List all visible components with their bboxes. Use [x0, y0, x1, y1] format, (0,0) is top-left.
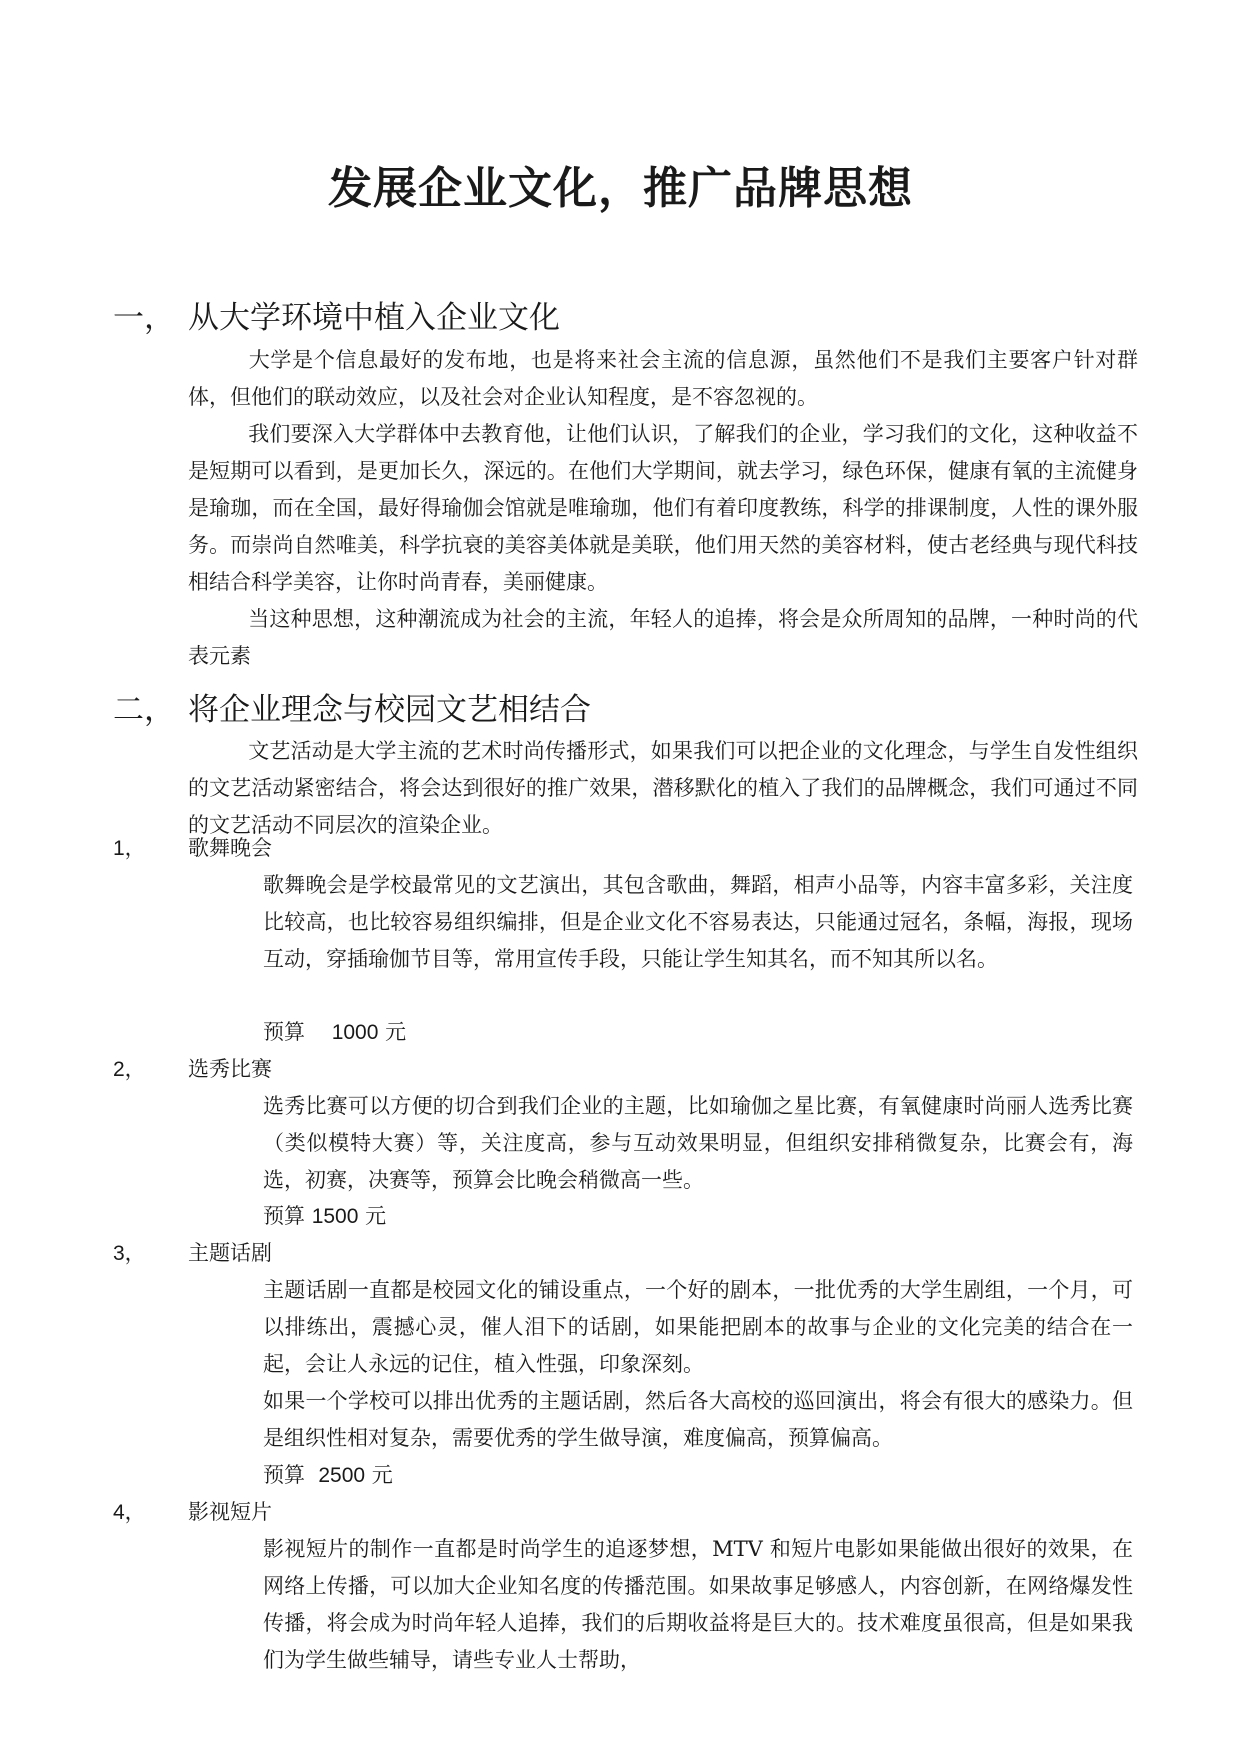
list-item-2-title: 选秀比赛	[188, 1057, 272, 1081]
section-1-paragraph-3: 当这种思想，这种潮流成为社会的主流，年轻人的追捧，将会是众所周知的品牌，一种时尚的代表元素	[188, 607, 1138, 668]
section-2-heading	[113, 684, 591, 729]
section-2-intro: 文艺活动是大学主流的艺术时尚传播形式，如果我们可以把企业的文化理念，与学生自发性组织的文艺活动紧密结合，将会达到很好的推广效果，潜移默化的植入了我们的品牌概念，我们可通过不同的文艺活动不同层次的渲染企业。	[188, 739, 1138, 837]
budget-label: 预算	[263, 1463, 305, 1487]
list-item-3-number: 3，	[113, 1242, 146, 1265]
budget-amount: 1000	[331, 1021, 379, 1044]
list-item-1-number: 1，	[113, 837, 146, 860]
section-1-number: 一，	[113, 300, 175, 336]
list-item-4-title: 影视短片	[188, 1500, 272, 1524]
budget-unit: 元	[371, 1463, 393, 1487]
budget-amount: 2500	[318, 1464, 366, 1487]
section-1-paragraph-2: 我们要深入大学群体中去教育他，让他们认识，了解我们的企业，学习我们的文化，这种收益不是短期可以看到，是更加长久，深远的。在他们大学期间，就去学习，绿色环保，健康有氧的主流健身是瑜珈，而在全国，最好得瑜伽会馆就是唯瑜珈，他们有着印度教练，科学的排课制度，人性的课外服务。而崇尚自然唯美，科学抗衰的美容美体就是美联，他们用天然的美容材料，使古老经典与现代科技相结合科学美容，让你时尚青春，美丽健康。	[188, 422, 1138, 594]
list-item-1-text: 歌舞晚会是学校最常见的文艺演出，其包含歌曲，舞蹈，相声小品等，内容丰富多彩，关注度比较高，也比较容易组织编排，但是企业文化不容易表达，只能通过冠名，条幅，海报，现场互动，穿插瑜伽节目等，常用宣传手段，只能让学生知其名，而不知其所以名。	[263, 873, 1133, 971]
list-item-2-budget	[263, 1198, 386, 1235]
section-2-number: 二，	[113, 692, 175, 728]
list-item-1-budget	[263, 1014, 406, 1051]
budget-amount: 1500	[311, 1205, 359, 1228]
section-1-title: 从大学环境中植入企业文化	[188, 300, 560, 336]
list-item-4-heading	[113, 1494, 272, 1531]
list-item-3-text: 主题话剧一直都是校园文化的铺设重点，一个好的剧本，一批优秀的大学生剧组，一个月，可以排练出，震撼心灵，催人泪下的话剧，如果能把剧本的故事与企业的文化完美的结合在一起，会让人永远的记住，植入性强，印象深刻。	[263, 1278, 1133, 1376]
list-item-2-number: 2，	[113, 1058, 146, 1081]
list-item-3-budget	[263, 1457, 393, 1494]
budget-unit: 元	[365, 1204, 387, 1228]
budget-unit: 元	[385, 1020, 407, 1044]
document-title: 发展企业文化，推广品牌思想	[328, 163, 913, 214]
list-item-1-title: 歌舞晚会	[188, 836, 272, 860]
list-item-2-text: 选秀比赛可以方便的切合到我们企业的主题，比如瑜伽之星比赛，有氧健康时尚丽人选秀比赛（类似模特大赛）等，关注度高，参与互动效果明显，但组织安排稍微复杂，比赛会有，海选，初赛，决赛等，预算会比晚会稍微高一些。	[263, 1094, 1133, 1192]
section-1-paragraph-1: 大学是个信息最好的发布地，也是将来社会主流的信息源，虽然他们不是我们主要客户针对群体，但他们的联动效应，以及社会对企业认知程度，是不容忽视的。	[188, 348, 1138, 409]
budget-label: 预算	[263, 1020, 305, 1044]
list-item-2-heading	[113, 1051, 272, 1088]
list-item-3-title: 主题话剧	[188, 1241, 272, 1265]
section-1-heading	[113, 292, 560, 337]
section-2-title: 将企业理念与校园文艺相结合	[188, 692, 591, 728]
list-item-3-text-2: 如果一个学校可以排出优秀的主题话剧，然后各大高校的巡回演出，将会有很大的感染力。但是组织性相对复杂，需要优秀的学生做导演，难度偏高，预算偏高。	[263, 1389, 1133, 1450]
list-item-4-text: 影视短片的制作一直都是时尚学生的追逐梦想，MTV 和短片电影如果能做出很好的效果，在网络上传播，可以加大企业知名度的传播范围。如果故事足够感人，内容创新，在网络爆发性传播，将会成为时尚年轻人追捧，我们的后期收益将是巨大的。技术难度虽很高，但是如果我们为学生做些辅导，请些专业人士帮助，	[263, 1537, 1133, 1672]
budget-label: 预算	[263, 1204, 305, 1228]
list-item-4-number: 4，	[113, 1501, 146, 1524]
list-item-1-heading	[113, 830, 272, 867]
list-item-3-heading	[113, 1235, 272, 1272]
